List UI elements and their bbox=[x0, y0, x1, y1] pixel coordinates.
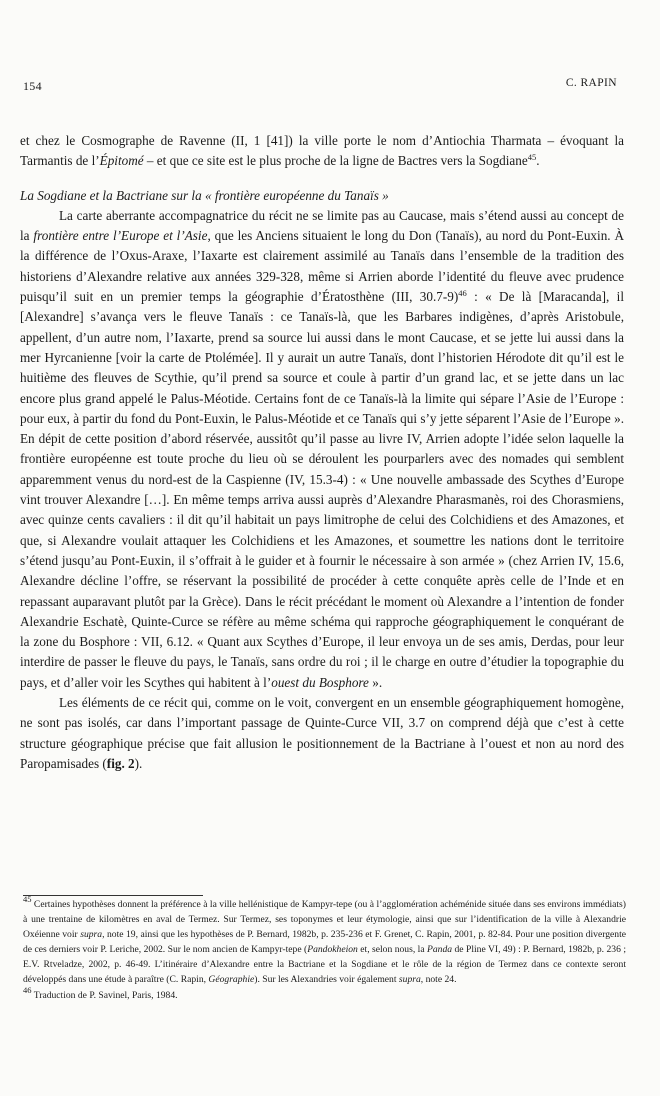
italic-run: Géographie bbox=[208, 974, 255, 986]
footnote-separator bbox=[23, 895, 203, 896]
text-run: : « De là [Maracanda], il [Alexandre] s’avança vers le fleuve Tanaïs : ce Tanaïs-là, que les Barbares indigènes, d’après Aristobule, appellent, d’un autre nom, l’Iaxarte, prend sa source lui aussi dans le mont Caucase, et se jette lui aussi dans la mer Hyrcanienne [voir la carte de Ptolémée]. Il y aurait un autre Tanaïs, dont l’historien Hérodote dit qu’il est le huitième des fleuves de Scythie, qu’il prend sa source et coule à partir d’un grand lac, et se jette dans un lac encore plus grand appelé le Palus-Méotide. Certains font de ce Tanaïs-là la limite qui sépare l’Asie de l’Europe : pour eux, à partir du fond du Pont-Euxin, le Palus-Méotide et ce Tanaïs qui s’y jette séparent l’Asie de l’Europe ». En dépit de cette position d’abord réservée, aussitôt qu’il passe au livre IV, Arrien adopte l’idée selon laquelle la frontière européenne est toute proche du lieu où se déroulent les pourparlers avec des nomades qui semblent apparemment venus du nord-est de la Caspienne (IV, 15.3-4) : « Une nouvelle ambassade des Scythes d’Europe vint trouver Alexandre […]. En même temps arriva aussi auprès d’Alexandre Pharasmanès, roi des Chorasmiens, avec quinze cents cavaliers : il dit qu’il habitait un pays limitrophe de celui des Colchidiens et des Amazones, et que, si Alexandre voulait attaquer les Colchidiens et les Amazones, et soumettre les nations dont le territoire s’étend jusqu’au Pont-Euxin, il s’offrait à le guider et à fournir le nécessaire à son armée » (chez Arrien IV, 15.6, Alexandre décline l’offre, se réservant la possibilité de procéder à cette conquête après celle de l’Inde et en repassant auparavant plutôt par la Grèce). Dans le récit précédant le moment où Alexandre a l’intention de fonder Alexandrie Eschatè, Quinte-Curce se réfère au même schéma qui rapproche géographiquement le conquérant de la zone du Bosphore : VII, 6.12. « Quant aux Scythes d’Europe, il leur envoya un de ses amis, Derdas, pour leur interdire de passer le fleuve du pays, le Tanaïs, sans ordre du roi ; il le charge en outre d’étudier la topographie du pays, et d’aller voir les Scythes qui habitent à l’ bbox=[20, 289, 624, 690]
text-run: , que les Anciens situaient le long du Don (Tanaïs), au nord du Pont-Euxin. À la différence de l’Oxus-Araxe, l’Iaxarte est clairement assimilé au Tanaïs dans l’ensemble de la tradition des historiens d’Alexandre relative aux années 329-328, même si Arrien aborde l’identité du fleuve avec prudence puisqu’il suit en un premier temps la géographie d’Ératosthène (III, 30.7-9) bbox=[20, 228, 624, 305]
section-heading: La Sogdiane et la Bactriane sur la « frontière européenne du Tanaïs » bbox=[20, 187, 389, 203]
italic-run: supra bbox=[80, 929, 103, 941]
italic-run: ouest du Bosphore bbox=[271, 674, 369, 690]
italic-run: Panda bbox=[427, 944, 453, 956]
text-run: , note 19, ainsi que les hypothèses de P. Bernard, 1982b, p. 235-236 et F. Grenet, C. Rapin, 2001, p. 82-84. Pour une position divergente de ces derniers voir P. Leriche, 2002. Sur le nom ancien de Kampyr-tepe ( bbox=[23, 929, 626, 956]
text-run: et chez le Cosmographe de Ravenne (II, 1 [41]) la ville porte le nom d’Antiochia Tharmata – évoquant la Tarmantis de l’ bbox=[20, 133, 624, 169]
text-run: ». bbox=[368, 674, 383, 690]
footnotes bbox=[23, 894, 626, 1003]
italic-run: Épitomé bbox=[99, 153, 144, 169]
footnote-ref-45: 45 bbox=[527, 152, 537, 163]
main-text bbox=[20, 131, 624, 774]
footnote-46 bbox=[23, 984, 626, 1003]
text-run: ). Sur les Alexandries voir également bbox=[254, 974, 399, 986]
text-run: – et que ce site est le plus proche de la ligne de Bactres vers la Sogdiane bbox=[143, 153, 528, 169]
text-run: et, selon nous, la bbox=[357, 944, 428, 956]
footnote-number: 45 bbox=[23, 894, 32, 904]
text-run: La carte aberrante accompagnatrice du récit ne se limite pas au Caucase, mais s’étend aussi au concept de la bbox=[20, 207, 624, 244]
italic-run: frontière entre l’Europe et l’Asie bbox=[33, 228, 208, 244]
text-run: Traduction de P. Savinel, Paris, 1984. bbox=[31, 989, 178, 1001]
italic-run: Pandokheion bbox=[307, 944, 358, 956]
running-head-author: C. RAPIN bbox=[565, 77, 617, 89]
italic-run: supra bbox=[398, 974, 421, 986]
footnote-number: 46 bbox=[23, 984, 32, 995]
text-run: Les éléments de ce récit qui, comme on le voit, convergent en un ensemble géographiquement homogène, ne sont pas isolés, car dans l’important passage de Quinte-Curce VII, 3.7 on comprend déjà que c’est à cette structure géographique précise que fait allusion le positionnement de la Bactriane à l’ouest et non au nord des Paropamisades ( bbox=[20, 695, 624, 771]
text-run: , note 24. bbox=[420, 974, 457, 986]
paragraph-continuation bbox=[20, 131, 624, 172]
text-run: ). bbox=[134, 755, 143, 771]
footnote-45 bbox=[23, 894, 626, 988]
text-run: . bbox=[536, 153, 540, 169]
paragraph-main bbox=[20, 206, 624, 693]
paragraph-closing bbox=[20, 693, 624, 774]
text-run: de Pline VI, 49) : P. Bernard, 1982b, p. 236 ; E.V. Rtveladze, 2002, p. 46-49. L’itinéraire d’Alexandre entre la Bactriane et la Sogdiane et le rôle de la région de Termez dans ce contexte seront développés dans une étude à paraître (C. Rapin, bbox=[23, 944, 626, 986]
figure-reference: fig. 2 bbox=[106, 755, 135, 771]
text-run: Certaines hypothèses donnent la préférence à la ville hellénistique de Kampyr-tepe (ou à l’agglomération achéménide située dans ses environs immédiats) à une trentaine de kilomètres en aval de Termez. Sur Termez, ses toponymes et leur étymologie, ainsi que sur l’identification de la ville à Alexandrie Oxéienne voir bbox=[23, 899, 626, 941]
page-number: 154 bbox=[23, 79, 42, 93]
footnote-ref-46: 46 bbox=[458, 288, 467, 299]
